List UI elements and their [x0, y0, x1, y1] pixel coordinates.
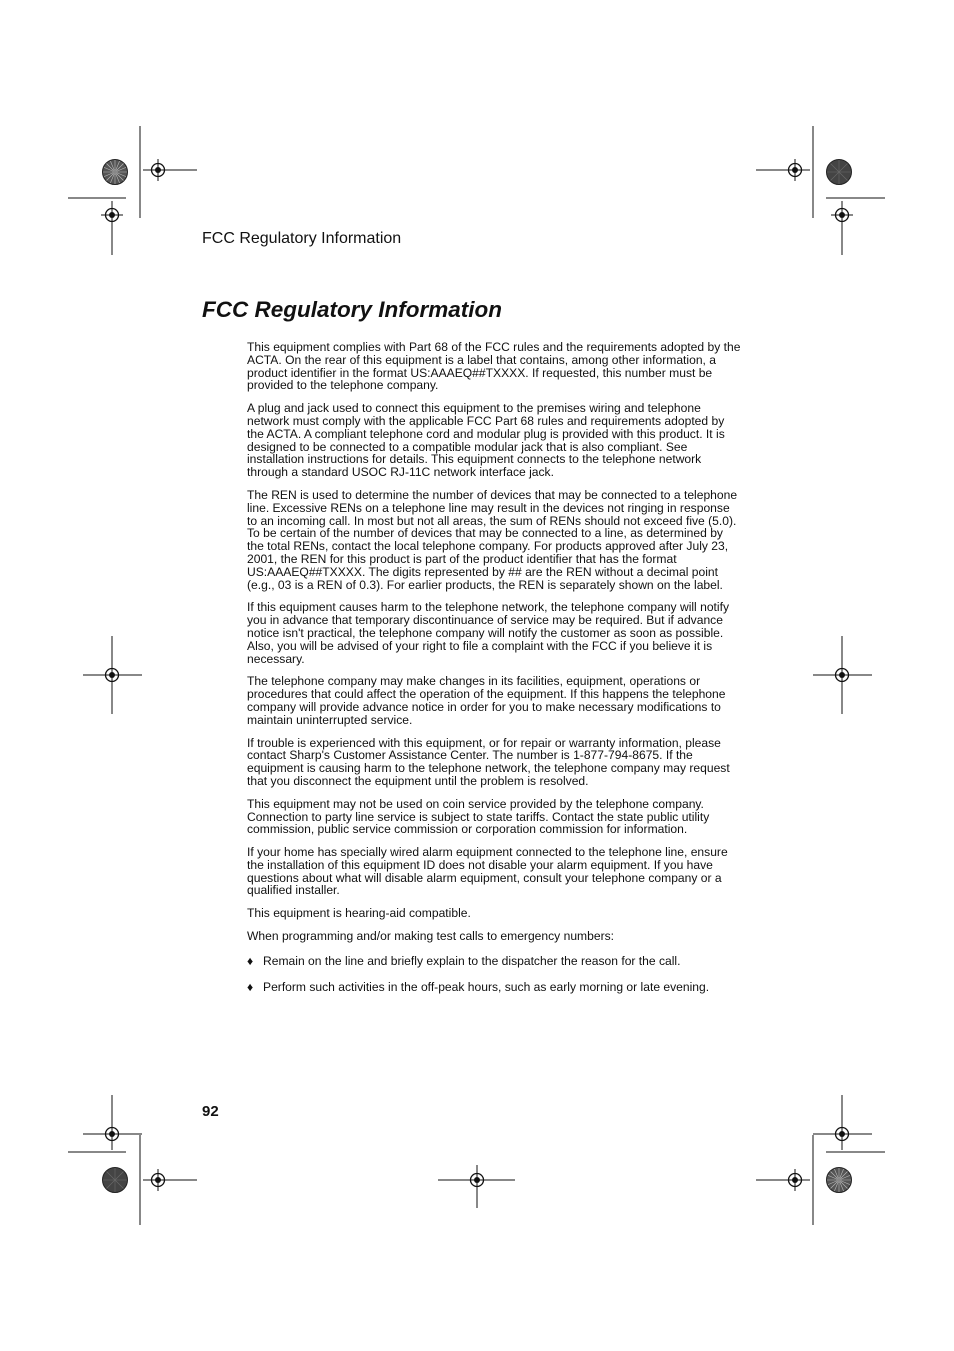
bullet-text: Remain on the line and briefly explain to the dispatcher the reason for the call. — [263, 953, 681, 968]
paragraph-network-harm: If this equipment causes harm to the telephone network, the telephone company will notify you in advance that temporary discontinuance of service may be required. But if advance notice isn't practical, the telephone company will notify the customer as soon as possible. Also, you will be advised of your right to file a complaint with the FCC if you believe it is necessary. — [247, 600, 730, 666]
bullet-text: Perform such activities in the off-peak hours, such as early morning or late evening. — [263, 979, 710, 994]
paragraph-trouble-contact: If trouble is experienced with this equipment, or for repair or warranty information, please contact Sharp's Customer Assistance Center. The number is 1-877-794-8675. If the equipment is causing harm to the telephone network, the telephone company may request that you disconnect the equipment until the problem is resolved. — [247, 735, 730, 788]
body-text — [247, 341, 741, 993]
list-item — [247, 981, 741, 994]
page-number: 92 — [202, 1103, 219, 1120]
list-item — [247, 955, 741, 968]
running-header: FCC Regulatory Information — [202, 230, 402, 247]
page-title: FCC Regulatory Information — [202, 297, 503, 322]
diamond-bullet-icon: ♦ — [247, 953, 254, 968]
diamond-bullet-icon: ♦ — [247, 979, 254, 994]
paragraph-coin-service: This equipment may not be used on coin service provided by the telephone company. Connection to party line service is subject to state tariffs. Contact the state public utility commission, public service commission or corporation commission for information. — [247, 796, 710, 837]
paragraph-plug-jack: A plug and jack used to connect this equipment to the premises wiring and telephone network must comply with the applicable FCC Part 68 rules and requirements adopted by the ACTA. A compliant telephone cord and modular plug is provided with this product. It is designed to be connected to a compatible modular jack that is also compliant. See installation instructions for details. This equipment connects to the telephone network through a standard USOC RJ-11C network interface jack. — [247, 401, 725, 480]
emergency-bullet-list — [247, 955, 741, 994]
paragraph-ren: The REN is used to determine the number of devices that may be connected to a telephone line. Excessive RENs on a telephone line may result in the devices not ringing in response to an incoming call. In most but not all areas, the sum of RENs should not exceed five (5.0). To be certain of the number of devices that may be connected to a line, as determined by the total RENs, contact the local telephone company. For products approved after July 23, 2001, the REN for this product is part of the product identifier that has the format US:AAAEQ##TXXXX. The digits represented by ## are the REN without a decimal point (e.g., 03 is a REN of 0.3). For earlier products, the REN is separately shown on the label. — [247, 487, 738, 592]
paragraph-facility-changes: The telephone company may make changes in its facilities, equipment, operations or procedures that could affect the operation of the equipment. If this happens the telephone company will provide advance notice in order for you to make necessary modifications to maintain uninterrupted service. — [247, 674, 726, 727]
paragraph-emergency-intro: When programming and/or making test calls to emergency numbers: — [247, 929, 615, 944]
paragraph-alarm-equipment: If your home has specially wired alarm equipment connected to the telephone line, ensure the installation of this equipment ID does not disable your alarm equipment. If you have questions about what will disable alarm equipment, consult your telephone company or a qualified installer. — [247, 845, 728, 898]
paragraph-part68: This equipment complies with Part 68 of the FCC rules and the requirements adopted by the ACTA. On the rear of this equipment is a label that contains, among other information, a product identifier in the format US:AAAEQ##TXXXX. If requested, this number must be provided to the telephone company. — [247, 340, 741, 393]
paragraph-hearing-aid: This equipment is hearing-aid compatible. — [247, 906, 471, 921]
